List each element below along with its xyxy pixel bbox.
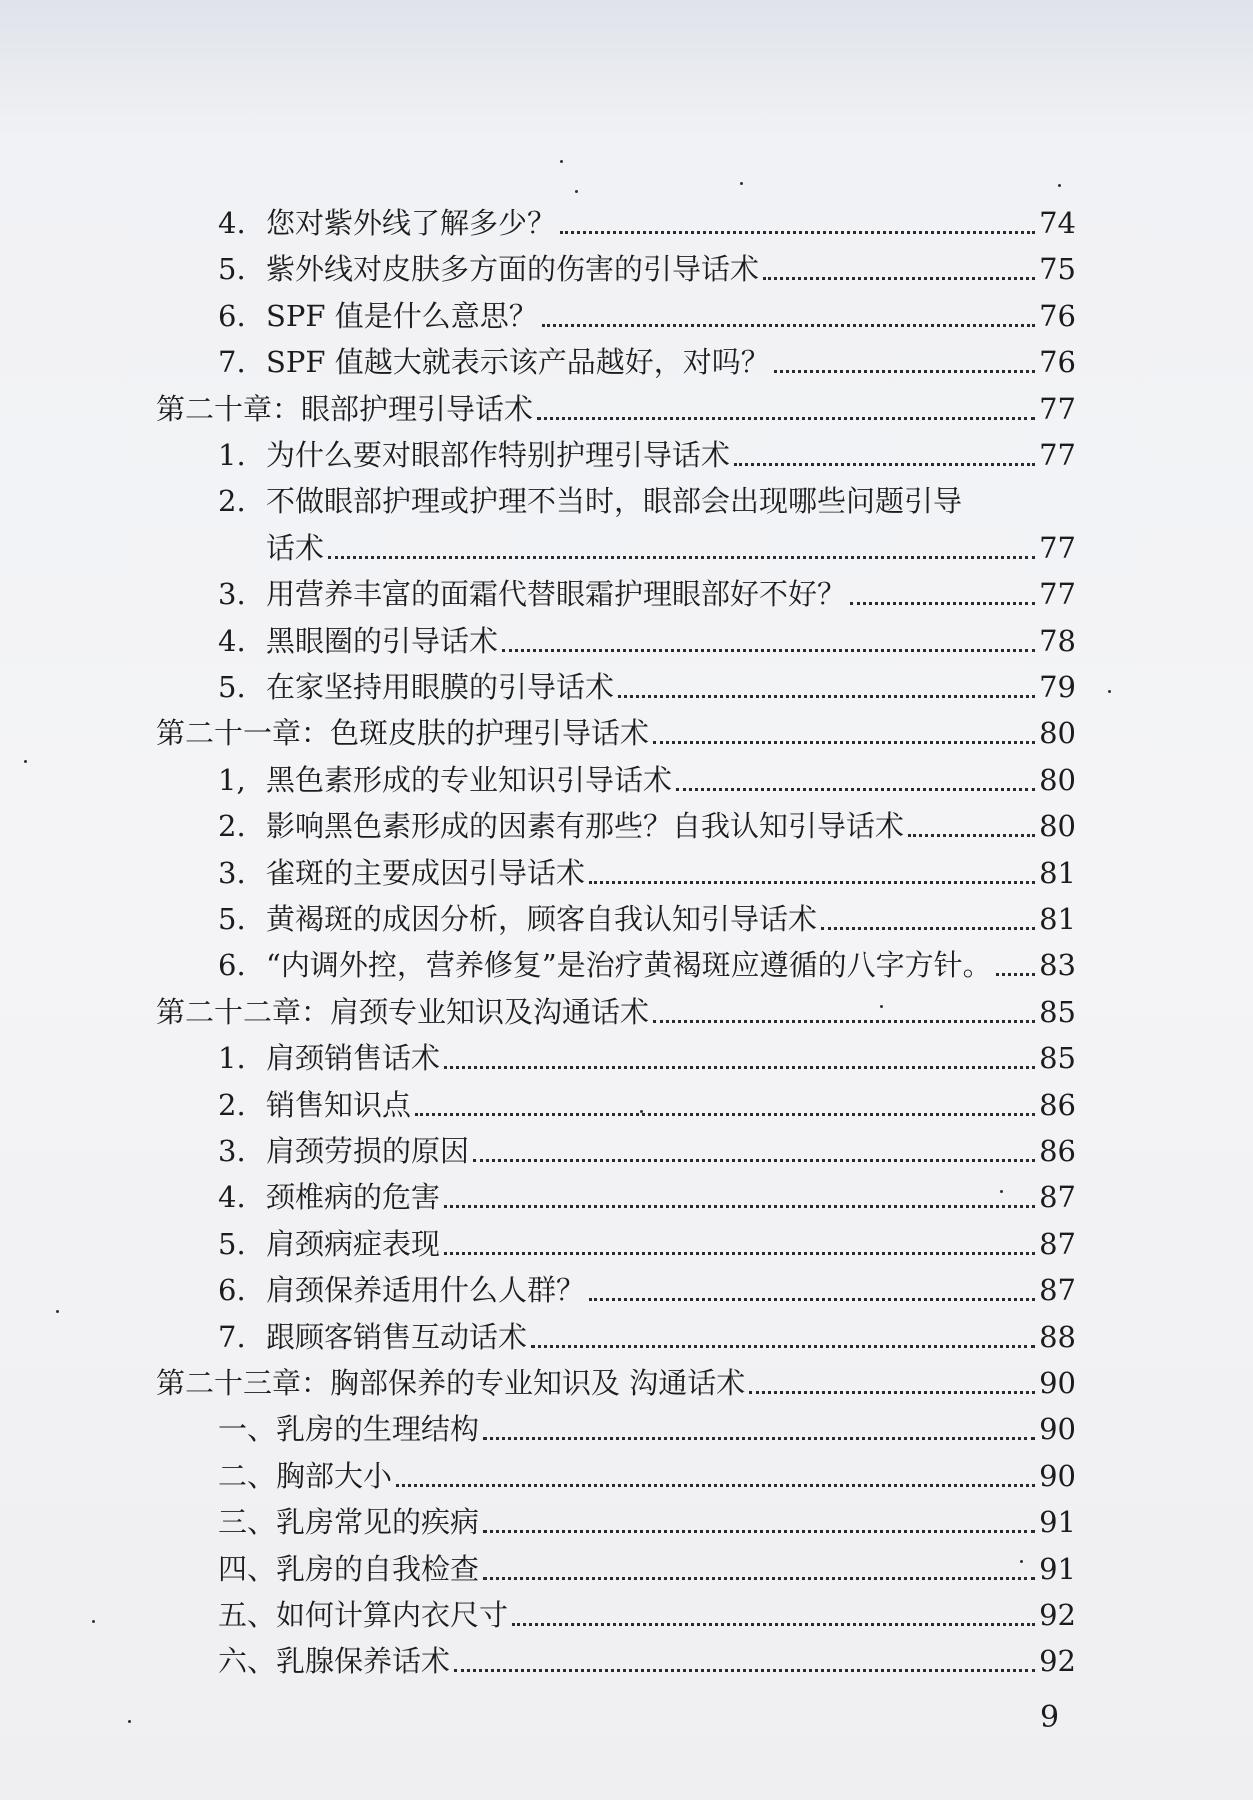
dot-leader [502, 649, 1035, 652]
toc-entry-page: 81 [1039, 902, 1076, 936]
dot-leader [676, 788, 1035, 791]
toc-entry [218, 899, 1076, 939]
dot-leader [328, 556, 1035, 559]
toc-entry-page: 85 [1039, 1041, 1076, 1075]
toc-entry-title: 三、乳房常见的疾病 [218, 1505, 480, 1539]
dot-leader [653, 1020, 1035, 1023]
scan-speck [1020, 1560, 1023, 1563]
toc-entry-page: 78 [1039, 624, 1076, 658]
toc-entry-page: 91 [1039, 1505, 1076, 1539]
toc-entry-number: 4. [218, 206, 246, 240]
toc-entry [218, 481, 1076, 521]
scan-speck [24, 760, 27, 763]
toc-entry [218, 574, 1076, 614]
toc-entry [218, 621, 1076, 661]
toc-entry-title: 黑眼圈的引导话术 [266, 624, 499, 658]
scan-speck [560, 160, 563, 163]
toc-entry-page: 90 [1039, 1459, 1076, 1493]
toc-entry-title: 四、乳房的自我检查 [218, 1552, 480, 1586]
toc-entry-number: 5. [218, 1227, 246, 1261]
dot-leader [542, 324, 1035, 327]
toc-entry-title: 肩颈病症表现 [266, 1227, 441, 1261]
toc-entry-title: 六、乳腺保养话术 [218, 1644, 451, 1678]
toc-entry-page: 87 [1039, 1273, 1076, 1307]
dot-leader [531, 1345, 1035, 1348]
toc-entry-title: SPF 值是什么意思？ [266, 299, 538, 333]
toc-entry-number: 6. [218, 299, 246, 333]
toc-entry-title: 二、胸部大小 [218, 1459, 393, 1493]
toc-entry-number: 4. [218, 1180, 246, 1214]
toc-entry [218, 1224, 1076, 1264]
dot-leader [850, 602, 1035, 605]
toc-entry-title: SPF 值越大就表示该产品越好，对吗？ [266, 345, 770, 379]
toc-entry-page: 87 [1039, 1180, 1076, 1214]
toc-entry-page: 75 [1039, 252, 1076, 286]
toc-entry [218, 1038, 1076, 1078]
toc-entry [218, 1270, 1076, 1310]
toc-entry-page: 85 [1039, 995, 1076, 1029]
toc-entry [218, 342, 1076, 382]
toc-entry-number: 4. [218, 624, 246, 658]
toc-entry [218, 249, 1076, 289]
toc-entry-number: 5. [218, 902, 246, 936]
dot-leader [908, 834, 1035, 837]
toc-entry-number: 2. [218, 809, 246, 843]
toc-entry [218, 853, 1076, 893]
toc-entry-number: 5. [218, 252, 246, 286]
toc-entry [218, 667, 1076, 707]
toc-entry-title: 跟顾客销售互动话术 [266, 1320, 528, 1354]
toc-entry-title: 不做眼部护理或护理不当时，眼部会出现哪些问题引导 [266, 484, 963, 518]
dot-leader [483, 1530, 1035, 1533]
toc-entry-title: 用营养丰富的面霜代替眼霜护理眼部好不好？ [266, 577, 847, 611]
scan-speck [1000, 1190, 1003, 1193]
toc-entry-title: 一、乳房的生理结构 [218, 1412, 480, 1446]
toc-entry-title: 肩颈保养适用什么人群？ [266, 1273, 586, 1307]
toc-entry-page: 92 [1039, 1598, 1076, 1632]
toc-entry-page: 90 [1039, 1366, 1076, 1400]
toc-entry [218, 945, 1076, 985]
toc-entry-title: 销售知识点 [266, 1088, 412, 1122]
toc-entry-title: 五、如何计算内衣尺寸 [218, 1598, 509, 1632]
toc-entry [218, 1131, 1076, 1171]
dot-leader [749, 1391, 1035, 1394]
toc-entry-page: 86 [1039, 1088, 1076, 1122]
toc-entry-page: 79 [1039, 670, 1076, 704]
toc-entry-title: 您对紫外线了解多少？ [266, 206, 557, 240]
dot-leader [415, 1113, 1035, 1116]
toc-entry-title: 黄褐斑的成因分析，顾客自我认知引导话术 [266, 902, 818, 936]
dot-leader [483, 1577, 1035, 1580]
toc-entry-title: 在家坚持用眼膜的引导话术 [266, 670, 615, 704]
toc-entry-page: 77 [1039, 392, 1076, 426]
toc-entry-title: 第二十一章：色斑皮肤的护理引导话术 [156, 716, 650, 750]
toc-entry-title: 话术 [266, 531, 325, 565]
toc-entry [218, 1595, 1076, 1635]
toc-entry [218, 1502, 1076, 1542]
scan-speck [128, 1720, 131, 1723]
toc-entry [218, 760, 1076, 800]
toc-entry-number: 1. [218, 1041, 246, 1075]
toc-chapter-entry [156, 1363, 1076, 1403]
toc-entry-page: 83 [1039, 948, 1076, 982]
dot-leader [589, 1298, 1035, 1301]
toc-entry-number: 3. [218, 577, 246, 611]
toc-entry-page: 80 [1039, 809, 1076, 843]
toc-entry-number: 3. [218, 1134, 246, 1168]
toc-entry-page: 80 [1039, 716, 1076, 750]
toc-entry-page: 77 [1039, 438, 1076, 472]
dot-leader [473, 1159, 1035, 1162]
toc-entry [218, 1177, 1076, 1217]
toc-entry-page: 77 [1039, 531, 1076, 565]
toc-entry-title: 肩颈销售话术 [266, 1041, 441, 1075]
dot-leader [763, 277, 1035, 280]
toc-entry-number: 2. [218, 484, 246, 518]
toc-entry-page: 81 [1039, 856, 1076, 890]
toc-entry-page: 76 [1039, 345, 1076, 379]
toc-entry [218, 203, 1076, 243]
toc-entry-number: 6. [218, 1273, 246, 1307]
page-number: 9 [1040, 1700, 1060, 1735]
toc-chapter-entry [156, 992, 1076, 1032]
scan-speck [880, 1005, 883, 1008]
toc-entry-number: 1. [218, 438, 246, 472]
dot-leader [996, 973, 1035, 976]
toc-chapter-entry [156, 389, 1076, 429]
scan-speck [56, 1310, 59, 1313]
toc-entry [218, 435, 1076, 475]
toc-entry [218, 806, 1076, 846]
scan-speck [640, 1110, 643, 1113]
toc-entry-number: 2. [218, 1088, 246, 1122]
scan-speck [740, 182, 743, 185]
scan-speck [1108, 690, 1111, 693]
dot-leader [560, 231, 1035, 234]
dot-leader [444, 1252, 1035, 1255]
toc-entry-title: “内调外控，营养修复”是治疗黄褐斑应遵循的八字方针。 [266, 948, 992, 982]
dot-leader [454, 1669, 1035, 1672]
toc-entry-page: 77 [1039, 577, 1076, 611]
toc-entry-title: 雀斑的主要成因引导话术 [266, 856, 586, 890]
dot-leader [774, 370, 1035, 373]
dot-leader [483, 1437, 1035, 1440]
toc-entry-page: 90 [1039, 1412, 1076, 1446]
toc-entry-page: 80 [1039, 763, 1076, 797]
scan-speck [1058, 184, 1061, 187]
toc-entry-title: 影响黑色素形成的因素有那些？自我认知引导话术 [266, 809, 905, 843]
toc-entry [218, 296, 1076, 336]
toc-entry-number: 7. [218, 345, 246, 379]
toc-entry-title: 颈椎病的危害 [266, 1180, 441, 1214]
toc-entry-title: 第二十章：眼部护理引导话术 [156, 392, 534, 426]
toc-entry-title: 黑色素形成的专业知识引导话术 [266, 763, 673, 797]
dot-leader [821, 927, 1035, 930]
dot-leader [444, 1066, 1035, 1069]
scan-speck [92, 1620, 95, 1623]
toc-entry-number: 5. [218, 670, 246, 704]
toc-entry-page: 86 [1039, 1134, 1076, 1168]
dot-leader [396, 1484, 1035, 1487]
toc-entry [218, 1549, 1076, 1589]
toc-entry-title: 第二十二章：肩颈专业知识及沟通话术 [156, 995, 650, 1029]
toc-entry-title: 肩颈劳损的原因 [266, 1134, 470, 1168]
toc-entry-page: 74 [1039, 206, 1076, 240]
toc-entry-title: 为什么要对眼部作特别护理引导话术 [266, 438, 731, 472]
toc-entry-number: 7. [218, 1320, 246, 1354]
toc-entry-page: 91 [1039, 1552, 1076, 1586]
toc-entry-page: 76 [1039, 299, 1076, 333]
dot-leader [512, 1623, 1035, 1626]
toc-chapter-entry [156, 713, 1076, 753]
toc-entry-page: 92 [1039, 1644, 1076, 1678]
dot-leader [618, 695, 1035, 698]
toc-entry [266, 528, 1076, 568]
dot-leader [589, 881, 1035, 884]
toc-entry-number: 1, [218, 763, 246, 797]
scan-speck [575, 190, 578, 193]
dot-leader [444, 1205, 1035, 1208]
toc-entry-title: 第二十三章：胸部保养的专业知识及 沟通话术 [156, 1366, 746, 1400]
toc-entry-page: 88 [1039, 1320, 1076, 1354]
toc-entry-page: 87 [1039, 1227, 1076, 1261]
toc-entry [218, 1317, 1076, 1357]
toc-entry-number: 3. [218, 856, 246, 890]
dot-leader [537, 417, 1035, 420]
toc-entry [218, 1085, 1076, 1125]
toc-entry [218, 1409, 1076, 1449]
toc-entry-title: 紫外线对皮肤多方面的伤害的引导话术 [266, 252, 760, 286]
toc-entry-number: 6. [218, 948, 246, 982]
toc-entry [218, 1456, 1076, 1496]
dot-leader [653, 741, 1035, 744]
dot-leader [734, 463, 1035, 466]
toc-entry [218, 1641, 1076, 1681]
